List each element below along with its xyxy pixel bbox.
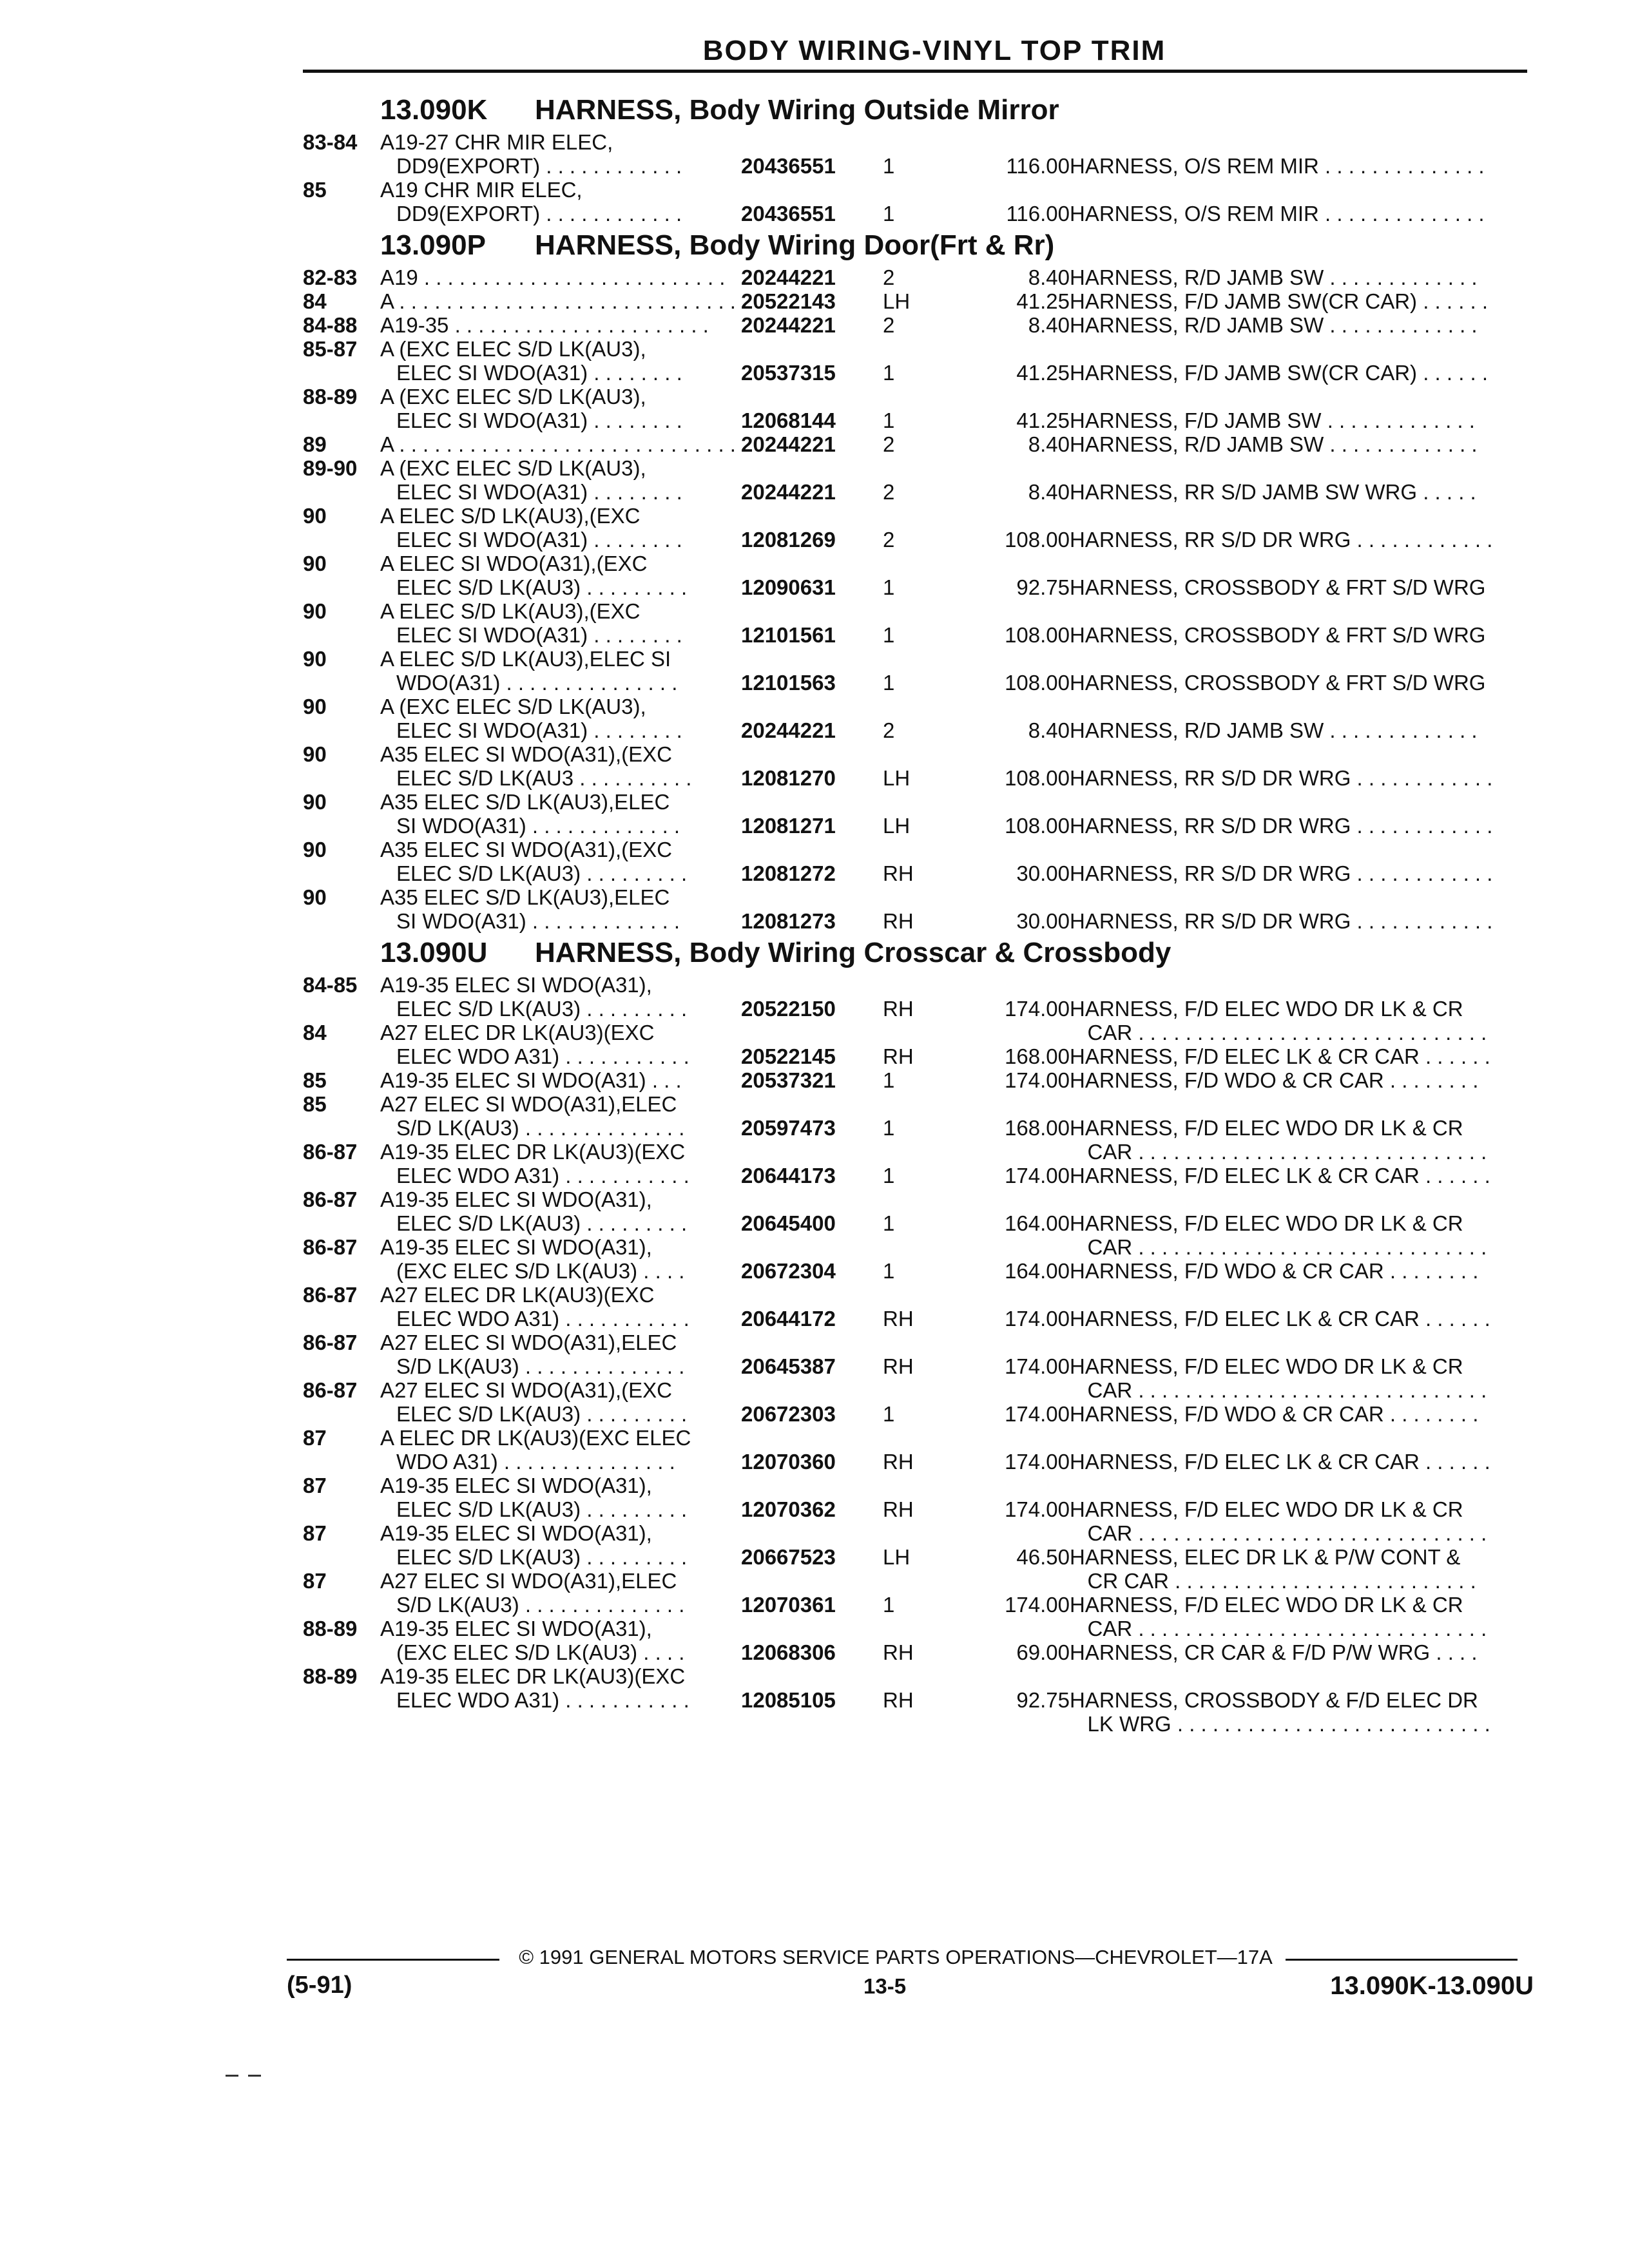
part-number: 20522150 (741, 997, 836, 1021)
part-name: HARNESS, F/D ELEC LK & CR CAR . . . . . . (1070, 1164, 1490, 1187)
part-description: A . . . . . . . . . . . . . . . . . . . . . . . . . . . . . (380, 432, 736, 456)
price: 174.00 (1005, 1068, 1070, 1092)
footer-rule-right (1286, 1959, 1518, 1961)
quantity: 1 (883, 1068, 895, 1092)
price: 174.00 (1005, 997, 1070, 1021)
part-description: S/D LK(AU3) . . . . . . . . . . . . . . (396, 1354, 685, 1378)
part-name: HARNESS, RR S/D DR WRG . . . . . . . . . . . . (1070, 909, 1493, 933)
part-description: ELEC S/D LK(AU3 . . . . . . . . . . (396, 766, 692, 790)
footer-section-range: 13.090K-13.090U (1330, 1972, 1534, 2000)
scan-marks (226, 2075, 264, 2077)
quantity: 1 (883, 408, 895, 432)
price: 174.00 (1005, 1450, 1070, 1474)
part-row (303, 385, 1534, 432)
model-years: 90 (303, 552, 327, 575)
part-description: A ELEC S/D LK(AU3),(EXC (380, 599, 641, 623)
quantity: LH (883, 766, 911, 790)
part-number: 12085105 (741, 1688, 836, 1712)
model-years: 83-84 (303, 130, 358, 154)
quantity: 2 (883, 313, 895, 337)
price: 92.75 (1016, 575, 1070, 599)
part-name: CAR . . . . . . . . . . . . . . . . . . . . . . . . . . . . . . (1070, 1378, 1487, 1402)
model-years: 88-89 (303, 1617, 358, 1640)
part-row (303, 742, 1534, 790)
quantity: 1 (883, 154, 895, 178)
model-years: 90 (303, 599, 327, 623)
footer-date: (5-91) (287, 1972, 352, 1999)
section-title: HARNESS, Body Wiring Door(Frt & Rr) (535, 229, 1055, 261)
part-row (303, 1474, 1534, 1545)
part-description: A19-27 CHR MIR ELEC, (380, 130, 613, 154)
part-row (303, 1235, 1534, 1283)
part-description: A ELEC SI WDO(A31),(EXC (380, 552, 648, 575)
model-years: 85 (303, 178, 327, 202)
part-number: 12081273 (741, 909, 836, 933)
part-name: HARNESS, F/D JAMB SW(CR CAR) . . . . . . (1070, 289, 1489, 313)
quantity: RH (883, 1497, 914, 1521)
part-name: HARNESS, F/D ELEC LK & CR CAR . . . . . . (1070, 1044, 1490, 1068)
part-row (303, 1187, 1534, 1259)
part-number: 12081270 (741, 766, 836, 790)
quantity: LH (883, 1545, 911, 1569)
section-code: 13.090P (380, 229, 486, 261)
price: 8.40 (1028, 432, 1070, 456)
part-number: 20436551 (741, 202, 836, 226)
quantity: RH (883, 1044, 914, 1068)
part-name: HARNESS, F/D WDO & CR CAR . . . . . . . . (1070, 1259, 1479, 1283)
part-name: HARNESS, CROSSBODY & FRT S/D WRG (1070, 671, 1486, 695)
part-row (303, 178, 1534, 226)
part-number: 12070362 (741, 1497, 836, 1521)
part-number: 20436551 (741, 154, 836, 178)
quantity: 1 (883, 671, 895, 695)
part-description: DD9(EXPORT) . . . . . . . . . . . . (396, 202, 682, 226)
part-description: ELEC WDO A31) . . . . . . . . . . . (396, 1307, 689, 1331)
part-description: ELEC SI WDO(A31) . . . . . . . . (396, 528, 682, 552)
part-row (303, 838, 1534, 885)
quantity: 1 (883, 1593, 895, 1617)
price: 164.00 (1005, 1259, 1070, 1283)
part-number: 20644173 (741, 1164, 836, 1187)
price: 8.40 (1028, 718, 1070, 742)
part-description: ELEC S/D LK(AU3) . . . . . . . . . (396, 861, 688, 885)
part-description: ELEC S/D LK(AU3) . . . . . . . . . (396, 1211, 688, 1235)
price: 108.00 (1005, 766, 1070, 790)
part-name: HARNESS, F/D ELEC WDO DR LK & CR (1070, 1593, 1463, 1617)
part-description: A27 ELEC SI WDO(A31),ELEC (380, 1331, 677, 1354)
part-row (303, 1283, 1534, 1331)
part-number: 12101561 (741, 623, 836, 647)
model-years: 82-83 (303, 265, 358, 289)
price: 174.00 (1005, 1307, 1070, 1331)
part-description: ELEC WDO A31) . . . . . . . . . . . (396, 1164, 689, 1187)
part-name: CAR . . . . . . . . . . . . . . . . . . . . . . . . . . . . . . (1070, 1521, 1487, 1545)
part-description: ELEC S/D LK(AU3) . . . . . . . . . (396, 1402, 688, 1426)
part-row (303, 885, 1534, 933)
part-description: A (EXC ELEC S/D LK(AU3), (380, 385, 646, 408)
part-row (303, 504, 1534, 552)
part-name: HARNESS, CROSSBODY & FRT S/D WRG (1070, 623, 1486, 647)
model-years: 88-89 (303, 385, 358, 408)
part-description: ELEC SI WDO(A31) . . . . . . . . (396, 480, 682, 504)
part-name: HARNESS, F/D ELEC WDO DR LK & CR (1070, 1497, 1463, 1521)
part-name: HARNESS, R/D JAMB SW . . . . . . . . . . . . . (1070, 432, 1478, 456)
part-row (303, 1426, 1534, 1474)
part-description: A35 ELEC SI WDO(A31),(EXC (380, 742, 672, 766)
price: 108.00 (1005, 814, 1070, 838)
part-row (303, 313, 1534, 337)
part-row (303, 289, 1534, 313)
part-row (303, 337, 1534, 385)
quantity: LH (883, 289, 911, 313)
part-number: 20522145 (741, 1044, 836, 1068)
part-number: 20522143 (741, 289, 836, 313)
part-name: CAR . . . . . . . . . . . . . . . . . . . . . . . . . . . . . . (1070, 1021, 1487, 1044)
model-years: 90 (303, 695, 327, 718)
part-name: HARNESS, RR S/D JAMB SW WRG . . . . . (1070, 480, 1476, 504)
part-description: A19-35 ELEC SI WDO(A31), (380, 1617, 652, 1640)
part-row (303, 456, 1534, 504)
part-row (303, 552, 1534, 599)
part-description: A27 ELEC SI WDO(A31),(EXC (380, 1378, 672, 1402)
quantity: RH (883, 1307, 914, 1331)
part-number: 20244221 (741, 265, 836, 289)
price: 41.25 (1016, 361, 1070, 385)
part-number: 20672303 (741, 1402, 836, 1426)
part-description: A27 ELEC DR LK(AU3)(EXC (380, 1283, 655, 1307)
price: 41.25 (1016, 289, 1070, 313)
part-description: A19-35 ELEC SI WDO(A31) . . . (380, 1068, 682, 1092)
part-description: A . . . . . . . . . . . . . . . . . . . . . . . . . . . . . (380, 289, 736, 313)
part-number: 20645400 (741, 1211, 836, 1235)
model-years: 86-87 (303, 1140, 358, 1164)
part-description: SI WDO(A31) . . . . . . . . . . . . . (396, 814, 680, 838)
model-years: 90 (303, 742, 327, 766)
part-number: 12070361 (741, 1593, 836, 1617)
part-number: 12081269 (741, 528, 836, 552)
quantity: RH (883, 909, 914, 933)
part-name: HARNESS, CROSSBODY & F/D ELEC DR (1070, 1688, 1478, 1712)
price: 8.40 (1028, 313, 1070, 337)
part-row (303, 1617, 1534, 1664)
quantity: 1 (883, 202, 895, 226)
price: 116.00 (1006, 154, 1070, 178)
quantity: 1 (883, 1211, 895, 1235)
part-name: CAR . . . . . . . . . . . . . . . . . . . . . . . . . . . . . . (1070, 1235, 1487, 1259)
part-description: A19-35 ELEC SI WDO(A31), (380, 1521, 652, 1545)
section-heading (303, 936, 1534, 973)
quantity: RH (883, 1354, 914, 1378)
part-name: CR CAR . . . . . . . . . . . . . . . . . . . . . . . . . . (1070, 1569, 1476, 1593)
model-years: 87 (303, 1426, 327, 1450)
part-name: LK WRG . . . . . . . . . . . . . . . . . . . . . . . . . . . (1070, 1712, 1490, 1736)
part-description: ELEC SI WDO(A31) . . . . . . . . (396, 718, 682, 742)
part-number: 12068144 (741, 408, 836, 432)
part-row (303, 1378, 1534, 1426)
price: 108.00 (1005, 528, 1070, 552)
model-years: 89-90 (303, 456, 358, 480)
quantity: RH (883, 997, 914, 1021)
part-number: 20244221 (741, 313, 836, 337)
quantity: RH (883, 1688, 914, 1712)
quantity: 1 (883, 1164, 895, 1187)
part-row (303, 1068, 1534, 1092)
quantity: 1 (883, 1259, 895, 1283)
part-description: A19-35 ELEC DR LK(AU3)(EXC (380, 1664, 686, 1688)
part-description: ELEC SI WDO(A31) . . . . . . . . (396, 408, 682, 432)
part-number: 20244221 (741, 432, 836, 456)
part-description: A19-35 ELEC SI WDO(A31), (380, 1187, 652, 1211)
part-description: ELEC S/D LK(AU3) . . . . . . . . . (396, 1497, 688, 1521)
model-years: 87 (303, 1521, 327, 1545)
quantity: 1 (883, 1116, 895, 1140)
part-name: HARNESS, O/S REM MIR . . . . . . . . . . . . . . (1070, 202, 1485, 226)
part-description: (EXC ELEC S/D LK(AU3) . . . . (396, 1259, 685, 1283)
price: 164.00 (1005, 1211, 1070, 1235)
model-years: 86-87 (303, 1235, 358, 1259)
part-name: HARNESS, F/D JAMB SW(CR CAR) . . . . . . (1070, 361, 1489, 385)
part-name: HARNESS, F/D ELEC WDO DR LK & CR (1070, 1116, 1463, 1140)
part-description: ELEC WDO A31) . . . . . . . . . . . (396, 1044, 689, 1068)
part-number: 20672304 (741, 1259, 836, 1283)
part-number: 12068306 (741, 1640, 836, 1664)
part-description: ELEC S/D LK(AU3) . . . . . . . . . (396, 997, 688, 1021)
part-number: 20667523 (741, 1545, 836, 1569)
part-description: A19 . . . . . . . . . . . . . . . . . . . . . . . . . . (380, 265, 726, 289)
part-row (303, 1021, 1534, 1068)
part-name: HARNESS, O/S REM MIR . . . . . . . . . . . . . . (1070, 154, 1485, 178)
model-years: 90 (303, 504, 327, 528)
model-years: 85-87 (303, 337, 358, 361)
price: 174.00 (1005, 1497, 1070, 1521)
model-years: 86-87 (303, 1378, 358, 1402)
part-name: HARNESS, F/D WDO & CR CAR . . . . . . . . (1070, 1068, 1479, 1092)
part-number: 20537321 (741, 1068, 836, 1092)
part-name: HARNESS, ELEC DR LK & P/W CONT & (1070, 1545, 1461, 1569)
price: 69.00 (1016, 1640, 1070, 1664)
model-years: 84 (303, 289, 327, 313)
model-years: 89 (303, 432, 327, 456)
quantity: 2 (883, 432, 895, 456)
part-name: CAR . . . . . . . . . . . . . . . . . . . . . . . . . . . . . . (1070, 1617, 1487, 1640)
quantity: 2 (883, 528, 895, 552)
part-description: A19-35 . . . . . . . . . . . . . . . . . . . . . . (380, 313, 709, 337)
quantity: 2 (883, 718, 895, 742)
price: 41.25 (1016, 408, 1070, 432)
footer-rule-left (287, 1959, 499, 1961)
model-years: 86-87 (303, 1187, 358, 1211)
section-heading (303, 93, 1534, 130)
part-number: 20244221 (741, 718, 836, 742)
part-name: HARNESS, F/D WDO & CR CAR . . . . . . . . (1070, 1402, 1479, 1426)
part-description: SI WDO(A31) . . . . . . . . . . . . . (396, 909, 680, 933)
part-description: DD9(EXPORT) . . . . . . . . . . . . (396, 154, 682, 178)
model-years: 90 (303, 885, 327, 909)
part-name: HARNESS, R/D JAMB SW . . . . . . . . . . . . . (1070, 718, 1478, 742)
model-years: 85 (303, 1068, 327, 1092)
part-number: 12090631 (741, 575, 836, 599)
part-description: A19-35 ELEC DR LK(AU3)(EXC (380, 1140, 686, 1164)
part-name: HARNESS, F/D JAMB SW . . . . . . . . . . . . . (1070, 408, 1475, 432)
part-description: A ELEC DR LK(AU3)(EXC ELEC (380, 1426, 691, 1450)
price: 168.00 (1005, 1044, 1070, 1068)
part-name: HARNESS, F/D ELEC LK & CR CAR . . . . . . (1070, 1450, 1490, 1474)
part-name: HARNESS, F/D ELEC WDO DR LK & CR (1070, 1354, 1463, 1378)
part-description: ELEC WDO A31) . . . . . . . . . . . (396, 1688, 689, 1712)
part-description: ELEC SI WDO(A31) . . . . . . . . (396, 623, 682, 647)
quantity: 2 (883, 480, 895, 504)
price: 174.00 (1005, 1354, 1070, 1378)
model-years: 85 (303, 1092, 327, 1116)
part-name: HARNESS, RR S/D DR WRG . . . . . . . . . . . . (1070, 528, 1493, 552)
part-description: A27 ELEC SI WDO(A31),ELEC (380, 1092, 677, 1116)
model-years: 86-87 (303, 1331, 358, 1354)
footer-copyright: © 1991 GENERAL MOTORS SERVICE PARTS OPERATIONS—CHEVROLET—17A (519, 1946, 1273, 1968)
section-title: HARNESS, Body Wiring Outside Mirror (535, 94, 1059, 126)
price: 168.00 (1005, 1116, 1070, 1140)
part-number: 12070360 (741, 1450, 836, 1474)
part-row (303, 432, 1534, 456)
price: 8.40 (1028, 265, 1070, 289)
part-description: WDO A31) . . . . . . . . . . . . . . . (396, 1450, 675, 1474)
model-years: 90 (303, 838, 327, 861)
part-row (303, 790, 1534, 838)
part-name: CAR . . . . . . . . . . . . . . . . . . . . . . . . . . . . . . (1070, 1140, 1487, 1164)
page-footer (284, 1946, 1547, 2023)
model-years: 84-85 (303, 973, 358, 997)
part-row (303, 647, 1534, 695)
part-row (303, 1664, 1534, 1736)
part-description: ELEC S/D LK(AU3) . . . . . . . . . (396, 575, 688, 599)
part-name: HARNESS, R/D JAMB SW . . . . . . . . . . . . . (1070, 265, 1478, 289)
model-years: 90 (303, 647, 327, 671)
price: 8.40 (1028, 480, 1070, 504)
footer-page-number: 13-5 (863, 1974, 907, 1998)
part-description: ELEC SI WDO(A31) . . . . . . . . (396, 361, 682, 385)
part-description: A19-35 ELEC SI WDO(A31), (380, 1474, 652, 1497)
price: 46.50 (1016, 1545, 1070, 1569)
price: 116.00 (1006, 202, 1070, 226)
part-description: (EXC ELEC S/D LK(AU3) . . . . (396, 1640, 685, 1664)
model-years: 86-87 (303, 1283, 358, 1307)
price: 108.00 (1005, 671, 1070, 695)
part-number: 12101563 (741, 671, 836, 695)
part-description: S/D LK(AU3) . . . . . . . . . . . . . . (396, 1593, 685, 1617)
part-number: 20537315 (741, 361, 836, 385)
part-row (303, 1140, 1534, 1187)
part-description: A27 ELEC SI WDO(A31),ELEC (380, 1569, 677, 1593)
model-years: 84 (303, 1021, 327, 1044)
section-title: HARNESS, Body Wiring Crosscar & Crossbody (535, 937, 1171, 968)
part-name: HARNESS, F/D ELEC WDO DR LK & CR (1070, 1211, 1463, 1235)
quantity: LH (883, 814, 911, 838)
quantity: 1 (883, 361, 895, 385)
part-description: WDO(A31) . . . . . . . . . . . . . . . (396, 671, 678, 695)
parts-catalog (303, 90, 1534, 1736)
price: 30.00 (1016, 861, 1070, 885)
price: 174.00 (1005, 1164, 1070, 1187)
part-name: HARNESS, R/D JAMB SW . . . . . . . . . . . . . (1070, 313, 1478, 337)
part-name: HARNESS, RR S/D DR WRG . . . . . . . . . . . . (1070, 766, 1493, 790)
section-code: 13.090K (380, 94, 488, 126)
page-title: BODY WIRING-VINYL TOP TRIM (702, 35, 1166, 66)
part-name: HARNESS, CR CAR & F/D P/W WRG . . . . (1070, 1640, 1478, 1664)
part-row (303, 599, 1534, 647)
part-name: HARNESS, RR S/D DR WRG . . . . . . . . . . . . (1070, 861, 1493, 885)
part-number: 20244221 (741, 480, 836, 504)
quantity: 1 (883, 1402, 895, 1426)
header-rule (303, 70, 1527, 73)
part-description: ELEC S/D LK(AU3) . . . . . . . . . (396, 1545, 688, 1569)
part-description: A35 ELEC S/D LK(AU3),ELEC (380, 885, 670, 909)
price: 174.00 (1005, 1402, 1070, 1426)
section-code: 13.090U (380, 937, 488, 968)
section-heading (303, 228, 1534, 265)
quantity: 1 (883, 623, 895, 647)
part-name: HARNESS, RR S/D DR WRG . . . . . . . . . . . . (1070, 814, 1493, 838)
part-description: A (EXC ELEC S/D LK(AU3), (380, 337, 646, 361)
quantity: RH (883, 1640, 914, 1664)
part-description: A (EXC ELEC S/D LK(AU3), (380, 695, 646, 718)
part-description: A27 ELEC DR LK(AU3)(EXC (380, 1021, 655, 1044)
price: 92.75 (1016, 1688, 1070, 1712)
price: 174.00 (1005, 1593, 1070, 1617)
part-description: A19-35 ELEC SI WDO(A31), (380, 973, 652, 997)
part-name: HARNESS, F/D ELEC LK & CR CAR . . . . . . (1070, 1307, 1490, 1331)
price: 30.00 (1016, 909, 1070, 933)
part-description: A ELEC S/D LK(AU3),ELEC SI (380, 647, 671, 671)
price: 108.00 (1005, 623, 1070, 647)
part-row (303, 695, 1534, 742)
part-description: A ELEC S/D LK(AU3),(EXC (380, 504, 641, 528)
quantity: RH (883, 1450, 914, 1474)
part-description: A35 ELEC SI WDO(A31),(EXC (380, 838, 672, 861)
part-number: 20645387 (741, 1354, 836, 1378)
part-row (303, 265, 1534, 289)
quantity: 1 (883, 575, 895, 599)
model-years: 87 (303, 1474, 327, 1497)
part-name: HARNESS, CROSSBODY & FRT S/D WRG (1070, 575, 1486, 599)
part-description: A19-35 ELEC SI WDO(A31), (380, 1235, 652, 1259)
model-years: 84-88 (303, 313, 358, 337)
part-number: 12081272 (741, 861, 836, 885)
part-number: 20597473 (741, 1116, 836, 1140)
model-years: 88-89 (303, 1664, 358, 1688)
part-name: HARNESS, F/D ELEC WDO DR LK & CR (1070, 997, 1463, 1021)
part-description: A35 ELEC S/D LK(AU3),ELEC (380, 790, 670, 814)
quantity: RH (883, 861, 914, 885)
model-years: 87 (303, 1569, 327, 1593)
part-description: S/D LK(AU3) . . . . . . . . . . . . . . (396, 1116, 685, 1140)
quantity: 2 (883, 265, 895, 289)
part-row (303, 130, 1534, 178)
part-description: A (EXC ELEC S/D LK(AU3), (380, 456, 646, 480)
model-years: 90 (303, 790, 327, 814)
part-number: 12081271 (741, 814, 836, 838)
part-description: A19 CHR MIR ELEC, (380, 178, 583, 202)
part-number: 20644172 (741, 1307, 836, 1331)
